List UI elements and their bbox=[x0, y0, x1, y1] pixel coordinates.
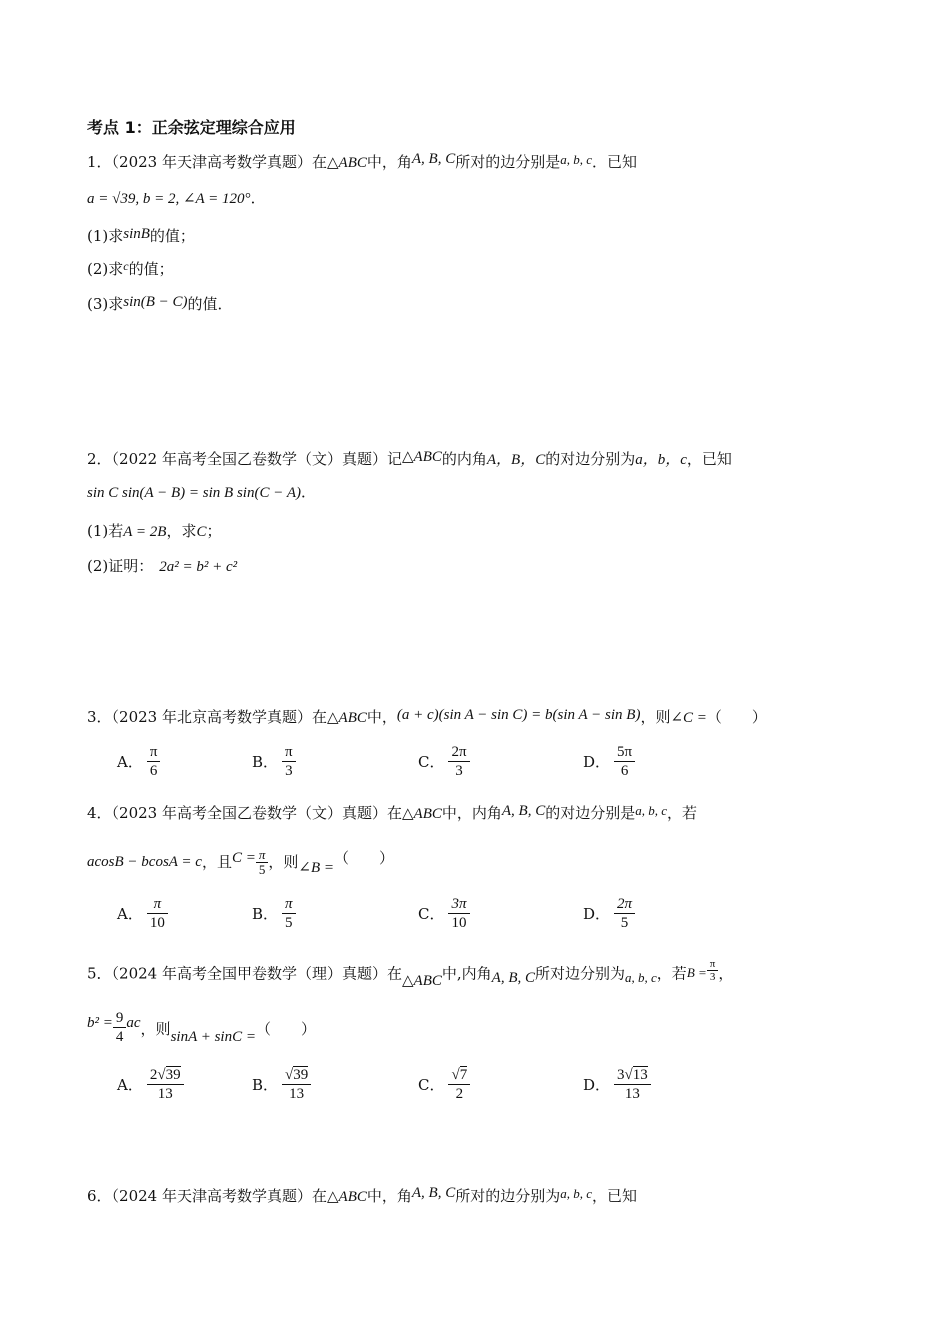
question-1-part-3 bbox=[87, 293, 233, 316]
part-text: 的值； bbox=[128, 260, 174, 278]
coefficient: 2 bbox=[149, 1067, 158, 1083]
given-condition: (a + c)(sin A − sin C) = b(sin A − sin B) bbox=[396, 707, 641, 723]
option-fraction bbox=[147, 1066, 184, 1103]
question-2-part-2 bbox=[87, 555, 237, 578]
side-vars: a, b, c bbox=[625, 969, 657, 985]
option-fraction bbox=[614, 895, 635, 932]
part-text: ，求 bbox=[166, 522, 197, 540]
fraction-denominator: 3 bbox=[285, 763, 293, 779]
question-4-condition bbox=[87, 846, 394, 877]
option-d[interactable] bbox=[583, 1066, 651, 1103]
stem-text: ，若 bbox=[667, 804, 698, 822]
fraction-numerator: π bbox=[282, 743, 296, 762]
answer-paren: （ ） bbox=[334, 849, 395, 867]
part-text: 的值． bbox=[187, 295, 233, 313]
part-label: (2)求 bbox=[87, 260, 124, 278]
question-2-stem bbox=[87, 448, 732, 471]
given-condition: sin C sin(A − B) = sin B sin(C − A) bbox=[87, 485, 301, 501]
option-fraction bbox=[448, 895, 469, 932]
fraction-numerator bbox=[147, 1066, 184, 1085]
side-vars: a, b, c bbox=[635, 803, 668, 818]
question-1-part-1 bbox=[87, 225, 195, 248]
triangle-symbol: △ABC bbox=[402, 806, 442, 822]
question-source: （2023 年高考全国乙卷数学（文）真题）在 bbox=[111, 804, 402, 822]
option-label: C． bbox=[418, 752, 445, 771]
question-1-given bbox=[87, 187, 266, 210]
fraction-numerator bbox=[448, 1066, 470, 1085]
option-b[interactable] bbox=[252, 895, 296, 932]
angle-vars: A, B, C bbox=[411, 151, 456, 167]
option-label: D． bbox=[583, 904, 611, 923]
stem-text: ，且 bbox=[201, 853, 232, 871]
question-3-stem bbox=[87, 706, 767, 729]
stem-text: 所对的边分别为 bbox=[455, 1187, 561, 1205]
given-condition: acosB − bcosA = c bbox=[87, 854, 202, 870]
part-label: (1)若 bbox=[87, 522, 124, 540]
stem-text: 所对边分别为 bbox=[535, 964, 626, 983]
option-c[interactable] bbox=[418, 895, 470, 932]
question-1-part-2 bbox=[87, 258, 174, 281]
condition-lhs: b² = bbox=[87, 1015, 113, 1031]
part-math: 2a² = b² + c² bbox=[159, 559, 238, 575]
triangle-symbol: △ABC bbox=[402, 449, 442, 465]
question-number: 4． bbox=[87, 804, 112, 822]
stem-text: ，则 bbox=[140, 1020, 171, 1038]
option-label: D． bbox=[583, 752, 611, 771]
option-c[interactable] bbox=[418, 743, 470, 780]
radicand: 39 bbox=[165, 1067, 181, 1083]
option-c[interactable] bbox=[418, 1066, 470, 1103]
fraction-denominator: 13 bbox=[624, 1086, 640, 1102]
fraction-numerator: π bbox=[147, 743, 161, 762]
triangle-symbol: △ABC bbox=[327, 710, 367, 726]
option-label: C． bbox=[418, 1075, 445, 1094]
stem-text: 中， bbox=[366, 708, 397, 726]
answer-paren: （ ） bbox=[706, 708, 767, 726]
stem-text: ，若 bbox=[656, 964, 687, 983]
stem-text: 中，角 bbox=[366, 1187, 412, 1205]
stem-text: ，已知 bbox=[686, 450, 732, 468]
stem-text: 中,内角 bbox=[441, 964, 492, 983]
angle-b-lhs: B = bbox=[686, 964, 707, 980]
question-source: （2023 年北京高考数学真题）在 bbox=[111, 708, 327, 726]
sqrt-icon: √ bbox=[451, 1067, 460, 1083]
question-4-stem bbox=[87, 802, 697, 825]
question-2-part-1 bbox=[87, 520, 221, 543]
part-math: c bbox=[123, 259, 129, 273]
option-d[interactable] bbox=[583, 895, 635, 932]
side-vars: a, b, c bbox=[560, 1186, 593, 1201]
option-fraction bbox=[614, 743, 635, 780]
question-number: 5． bbox=[87, 964, 112, 983]
triangle-symbol: △ABC bbox=[327, 1189, 367, 1205]
stem-text: ．已知 bbox=[592, 153, 638, 171]
side-vars: a，b，c bbox=[635, 452, 687, 468]
stem-text: ． bbox=[300, 483, 316, 501]
stem-text: 所对的边分别是 bbox=[455, 153, 561, 171]
side-vars: a, b, c bbox=[560, 152, 593, 167]
fraction-numerator bbox=[614, 1066, 651, 1085]
option-a[interactable] bbox=[117, 895, 168, 932]
option-label: B． bbox=[252, 1075, 279, 1094]
question-source: （2024 年高考全国甲卷数学（理）真题）在 bbox=[111, 964, 402, 983]
option-label: B． bbox=[252, 752, 279, 771]
option-fraction bbox=[147, 743, 161, 780]
option-fraction bbox=[282, 1066, 311, 1103]
fraction-denominator: 2 bbox=[455, 1086, 464, 1102]
fraction-denominator: 5 bbox=[258, 861, 266, 877]
section-heading: 考点 1：正余弦定理综合应用 bbox=[87, 118, 296, 137]
option-label: A． bbox=[117, 752, 143, 771]
option-label: B． bbox=[252, 904, 279, 923]
question-number: 1． bbox=[87, 153, 112, 171]
option-d[interactable] bbox=[583, 743, 635, 780]
part-label: (2)证明： bbox=[87, 557, 154, 575]
option-label: A． bbox=[117, 1075, 143, 1094]
question-number: 2． bbox=[87, 450, 112, 468]
triangle-symbol: △ABC bbox=[327, 155, 367, 171]
condition-rhs: ac bbox=[126, 1015, 141, 1031]
answer-paren: （ ） bbox=[255, 1020, 316, 1038]
part-label: (3)求 bbox=[87, 295, 124, 313]
fraction-denominator: 6 bbox=[620, 763, 629, 779]
question-5-condition bbox=[87, 1010, 316, 1048]
fraction-numerator: π bbox=[707, 958, 719, 971]
fraction-numerator: π bbox=[147, 895, 168, 914]
radicand: 7 bbox=[459, 1067, 468, 1083]
question-1-stem bbox=[87, 151, 637, 174]
angle-vars: A, B, C bbox=[501, 803, 546, 819]
question-number: 6． bbox=[87, 1187, 112, 1205]
option-b[interactable] bbox=[252, 743, 296, 780]
fraction-denominator: 5 bbox=[620, 915, 629, 931]
option-a[interactable] bbox=[117, 743, 160, 780]
fraction-numerator bbox=[282, 1066, 311, 1085]
part-math: sinB bbox=[123, 226, 150, 242]
question-6-stem bbox=[87, 1185, 637, 1208]
question-source: （2022 年高考全国乙卷数学（文）真题）记 bbox=[111, 450, 402, 468]
sqrt-icon: √ bbox=[624, 1067, 633, 1083]
stem-text: ，则 bbox=[268, 853, 299, 871]
fraction-numerator: π bbox=[282, 895, 296, 914]
triangle-symbol: △ABC bbox=[402, 972, 442, 989]
question-2-given bbox=[87, 481, 316, 504]
fraction-numerator: 2π bbox=[614, 895, 635, 914]
angle-c-lhs: C = bbox=[231, 850, 256, 866]
fraction-numerator: 5π bbox=[614, 743, 635, 762]
fraction-denominator: 5 bbox=[285, 915, 293, 931]
option-b[interactable] bbox=[252, 1066, 311, 1103]
question-5-stem bbox=[87, 958, 734, 989]
stem-text: ，则 bbox=[640, 708, 671, 726]
stem-text: 的内角 bbox=[441, 450, 487, 468]
option-fraction bbox=[448, 1066, 470, 1103]
fraction-denominator: 6 bbox=[149, 763, 158, 779]
stem-text: 的对边分别为 bbox=[545, 450, 636, 468]
radicand: 13 bbox=[632, 1067, 648, 1083]
condition-fraction bbox=[113, 1009, 127, 1046]
coefficient: 3 bbox=[617, 1067, 625, 1083]
sqrt-icon: √ bbox=[285, 1067, 294, 1083]
option-fraction bbox=[282, 895, 296, 932]
fraction-numerator: 9 bbox=[113, 1009, 127, 1028]
angle-vars: A，B，C bbox=[486, 452, 546, 468]
option-label: C． bbox=[418, 904, 445, 923]
stem-text: 的对边分别是 bbox=[545, 804, 636, 822]
option-fraction bbox=[282, 743, 296, 780]
fraction-denominator: 10 bbox=[451, 915, 467, 931]
part-text: 的值； bbox=[149, 227, 195, 245]
question-number: 3． bbox=[87, 708, 112, 726]
part-math: C bbox=[196, 524, 207, 540]
ask-expression: ∠B = bbox=[298, 860, 334, 876]
given-condition: a = √39, b = 2, ∠A = 120° bbox=[87, 191, 251, 207]
sqrt-icon: √ bbox=[157, 1067, 166, 1083]
angle-c-fraction bbox=[256, 848, 269, 877]
fraction-denominator: 4 bbox=[115, 1028, 124, 1045]
question-source: （2024 年天津高考数学真题）在 bbox=[111, 1187, 327, 1205]
ask-expression: ∠C = bbox=[670, 710, 707, 726]
fraction-denominator: 13 bbox=[289, 1086, 305, 1102]
stem-text: 中，角 bbox=[366, 153, 412, 171]
option-label: D． bbox=[583, 1075, 611, 1094]
stem-text: 中，内角 bbox=[441, 804, 502, 822]
option-fraction bbox=[448, 743, 469, 780]
angle-b-fraction bbox=[707, 958, 719, 983]
fraction-denominator: 3 bbox=[709, 971, 716, 983]
part-label: (1)求 bbox=[87, 227, 124, 245]
option-label: A． bbox=[117, 904, 143, 923]
option-fraction bbox=[147, 895, 168, 932]
stem-text: ，已知 bbox=[592, 1187, 638, 1205]
fraction-denominator: 10 bbox=[149, 915, 165, 931]
angle-vars: A, B, C bbox=[411, 1185, 456, 1201]
option-fraction bbox=[614, 1066, 651, 1103]
fraction-denominator: 13 bbox=[157, 1086, 173, 1102]
part-math: A = 2B bbox=[123, 524, 167, 540]
part-text: ； bbox=[206, 522, 222, 540]
fraction-numerator: 2π bbox=[448, 743, 469, 762]
ask-expression: sinA + sinC = bbox=[170, 1029, 256, 1045]
option-a[interactable] bbox=[117, 1066, 184, 1103]
question-source: （2023 年天津高考数学真题）在 bbox=[111, 153, 327, 171]
part-math: sin(B − C) bbox=[123, 294, 188, 310]
angle-vars: A, B, C bbox=[491, 969, 535, 986]
radicand: 39 bbox=[293, 1067, 309, 1083]
fraction-numerator: π bbox=[256, 848, 269, 863]
stem-text: ， bbox=[718, 964, 734, 983]
stem-text: ． bbox=[250, 189, 266, 207]
fraction-denominator: 3 bbox=[455, 763, 463, 779]
fraction-numerator: 3π bbox=[448, 895, 469, 914]
